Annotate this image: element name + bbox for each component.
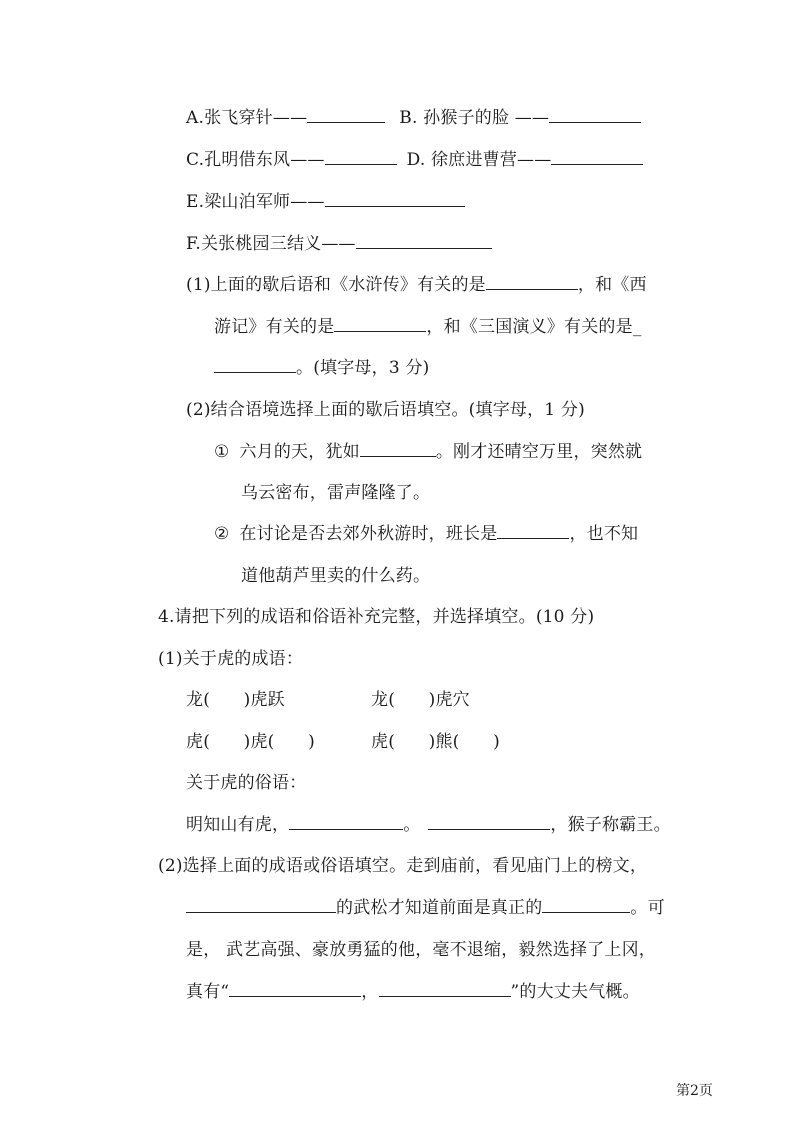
blank [186,896,336,913]
blank [356,232,492,249]
passage-text: 。可 [630,898,665,918]
passage-text: 的武松才知道前面是真正的 [336,898,543,918]
sentence-text: 。刚才还晴空万里，突然就 [435,442,643,462]
idiom-2: 龙( )虎穴 [371,690,470,710]
circled-number-2: ② [214,524,230,544]
idiom-1: 龙( )虎跃 [186,690,285,710]
blank [229,980,361,997]
q4-title: 4.请把下列的成语和俗语补充完整，并选择填空。(10 分) [158,607,595,627]
blank [486,273,578,290]
blank [549,106,641,123]
blank [551,148,643,165]
q3-1-text: ，和《三国演义》有关的是 [426,317,633,337]
proverb-line-f [186,232,492,256]
proverb-line [186,813,671,837]
q4-p1-title: (1)关于虎的成语： [158,649,304,669]
proverb-d: D. 徐庶进曹营—— [406,150,552,170]
blank [542,896,630,913]
q3-2-s1-line1 [214,440,642,464]
blank [379,980,511,997]
q3-1-text: ，和《西 [577,275,647,295]
proverb-line-ab [186,106,641,130]
proverb-a: A.张飞穿针—— [186,108,308,128]
blank [307,106,385,123]
q3-2-s1-line2: 乌云密布，雷声隆隆了。 [241,483,431,503]
q4-p2-line3: 是， 武艺高强、豪放勇猛的他，毫不退缩，毅然选择了上冈， [186,940,657,960]
blank [360,440,436,457]
q3-1-text: (1)上面的歇后语和《水浒传》有关的是 [186,275,486,295]
passage-text: ”的大丈夫气概。 [510,982,640,1002]
idiom-4: 虎( )熊( ) [371,732,500,752]
q3-1-line3 [214,356,429,380]
proverb-e: E.梁山泊军师—— [186,192,325,212]
page-number: 第2页 [676,1083,713,1099]
q4-p2-line2 [186,896,665,920]
q3-1-line1 [186,273,647,297]
sentence-text: ，也不知 [569,524,639,544]
proverb-line-e [186,190,465,214]
q3-1-text: 。(填字母，3 分) [296,358,430,378]
passage-text: 真有“ [186,982,230,1002]
blank [289,813,403,830]
proverb-text: 。 [403,815,421,835]
q3-1-text: 游记》有关的是 [214,317,335,337]
q3-2-s2-line2: 道他葫芦里卖的什么药。 [241,566,431,586]
sentence-text: 在讨论是否去郊外秋游时，班长是 [239,524,498,544]
blank [325,148,397,165]
q3-2-title: (2)结合语境选择上面的歇后语填空。(填字母，1 分) [186,400,585,420]
sentence-text: 六月的天，犹如 [239,442,360,462]
proverb-b: B. 孙猴子的脸 —— [399,108,550,128]
q3-1-text: _ [632,317,642,337]
q4-p2-line4 [186,980,640,1004]
q3-1-line2 [214,315,642,339]
proverb-text: 明知山有虎， [186,815,290,835]
proverb-text: ，猴子称霸王。 [550,815,671,835]
blank [497,522,569,539]
proverb-c: C.孔明借东风—— [186,150,325,170]
passage-text: ， [361,982,379,1002]
circled-number-1: ① [214,442,230,462]
blank [334,315,426,332]
q4-p2-line1: (2)选择上面的成语或俗语填空。走到庙前，看见庙门上的榜文， [158,856,648,876]
proverb-f: F.关张桃园三结义—— [186,234,356,254]
proverb-line-cd [186,148,643,172]
blank [325,190,465,207]
idiom-3: 虎( )虎( ) [186,732,315,752]
q3-2-s2-line1 [214,522,638,546]
blank [214,356,296,373]
proverb-title: 关于虎的俗语： [186,773,307,793]
blank [428,813,550,830]
